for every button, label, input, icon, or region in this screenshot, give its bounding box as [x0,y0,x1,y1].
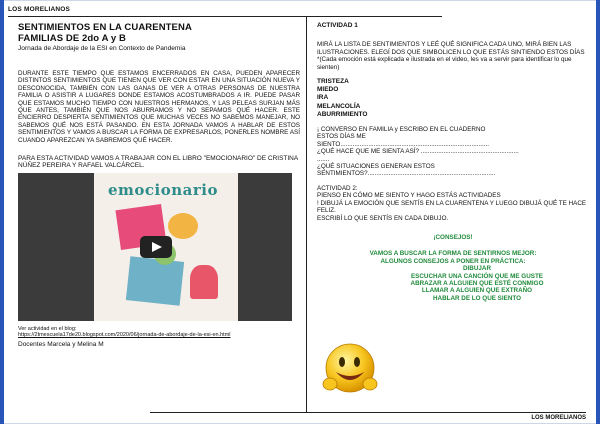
activity1-note: *(Cada emoción está explicada e ilustrada en el video, les va a servir para identificar lo que sienten) [317,56,572,71]
book-cover-title: emocionario [108,180,218,199]
column-divider [306,16,307,412]
smiley-hug-icon [322,340,378,400]
bottom-rule [150,412,586,413]
activity1-title: ACTIVIDAD 1 [317,22,358,29]
intro-paragraph: DURANTE ESTE TIEMPO QUE ESTAMOS ENCERRADOS EN CASA, PUEDEN APARECER DISTINTOS SENTIMIENTOS QUE TIENEN QUE VER CON ESTAR EN UNA SITUACIÓN NUEVA Y DESCONOCIDA, TAMBIÉN CON LAS GANAS DE VER A OTRAS PERSONAS DE NUESTRA FAMILIA O ASISTIR A LUGARES DONDE ESTAMOS ACOSTUMBRADOS A IR. PUEDE PASAR QUE ESTAMOS MUCHO TIEMPO CON NUESTROS HERMANOS, Y LAS PELEAS SURJAN MÁS QUE ANTES, TAMBIÉN QUE NOS ABURRAMOS Y NO SEPAMOS QUÉ HACER. ESTE ENCIERRO DESPIERTA SENTIMIENTOS QUE MUCHAS VECES NO SABEMOS MANEJAR, NO SABEMOS QUÉ NOS ESTÁ PASANDO. EN ESTA JORNADA VAMOS A HABLAR DE ESTOS SENTIMIENTOS Y VAMOS A BUSCAR LA FORMA DE EXPRESARLOS, PONERLES NOMBRE ASÍ CUANDO APAREZCAN YA SABREMOS QUÉ HACER. [18,70,300,144]
tip-item: ABRAZAR A ALGUIEN QUE ESTÉ CONMIGO [410,279,544,287]
tip-item: ESCUCHAR UNA CANCIÓN QUE ME GUSTE [410,272,543,280]
question-1-dots: ....... [317,155,330,163]
tip-item: DIBUJAR [463,265,491,273]
converso-line3: SIENTO..................................................................................... [317,140,490,148]
activity2-line3: ESCRIBÍ LO QUE SENTÍS EN CADA DIBUJO. [317,214,449,222]
cover-yellow-shape [168,213,198,239]
right-column [317,22,589,302]
left-column [18,22,300,348]
emotion-item: IRA [317,94,329,102]
tip-item: LLAMAR A ALGUIEN QUE EXTRAÑO [421,287,533,295]
video-player[interactable] [18,173,292,321]
page-subtitle: Jornada de Abordaje de la ESI en Contexto de Pandemia [18,45,186,52]
activity2-line2: ! DIBUJÁ LA EMOCIÓN QUE SENTÍS EN LA CUARENTENA Y LUEGO DIBUJÁ QUÉ TE HACE FELIZ. [317,199,587,215]
emotion-list [317,78,589,119]
activity1-text: MIRÁ LA LISTA DE SENTIMIENTOS Y LEÉ QUÉ SIGNIFICA CADA UNO, MIRÁ BIEN LAS ILUSTRACIONES. ELEGÍ DOS QUE SIMBOLICEN LO QUE ESTÁS SINTIENDO ESTOS DÍAS [317,41,585,56]
page-title-families: FAMILIAS DE 2do A y B [18,33,127,44]
left-accent-bar [0,0,4,424]
converso-line1: ¡ CONVERSO EN FAMILIA y ESCRIBO EN EL CUADERNO [317,126,486,134]
brand-top: LOS MORELIANOS [8,6,71,13]
activity2-title: ACTIVIDAD 2: [317,184,358,192]
question-2: ¿QUÉ SITUACIONES GENERAN ESTOS [317,163,435,171]
cover-red-shape [190,265,218,299]
emotion-item: MIEDO [317,86,339,94]
brand-bottom: LOS MORELIANOS [531,415,586,421]
emotion-item: MELANCOLÍA [317,102,361,110]
page-title: SENTIMIENTOS EN LA CUARENTENA [18,22,192,33]
emotion-item: TRISTEZA [317,78,349,86]
tip-item: HABLAR DE LO QUE SIENTO [432,294,522,302]
activity-intro: PARA ESTA ACTIVIDAD VAMOS A TRABAJAR CON EL LIBRO "EMOCIONARIO" DE CRISTINA NÚÑEZ PEREIRA Y RAFAEL VALCÁRCEL. [18,155,298,170]
tips-title: ¡CONSEJOS! [433,233,473,241]
activity2-line1: PIENSO EN CÓMO ME SIENTO Y HAGO ESTÁS ACTIVIDADES [317,192,501,200]
blog-label: Ver actividad en el blog: [18,325,77,332]
teachers-signature: Docentes Marcela y Melina M [18,341,104,349]
play-button[interactable] [140,236,172,258]
blog-link[interactable]: https://2tmescuela17de20.blogspot.com/2020/06/jornada-de-abordaje-de-la-esi-en.html [18,331,231,338]
cover-blue-shape [126,256,184,305]
converso-line2: ESTOS DÍAS ME [317,133,366,141]
question-2-cont: SENTIMIENTOS?......................................................................... [317,170,496,178]
right-accent-bar [596,0,600,424]
top-rule [8,16,442,17]
tip-item: VAMOS A BUSCAR LA FORMA DE SENTIRNOS MEJOR: [369,250,537,258]
emotion-item: ABURRIMIENTO [317,110,368,118]
tip-item: ALGUNOS CONSEJOS A PONER EN PRÁCTICA: [380,257,526,265]
question-1: ¿QUÉ HACE QUE ME SIENTA ASÍ? ........................................................ [317,148,519,156]
